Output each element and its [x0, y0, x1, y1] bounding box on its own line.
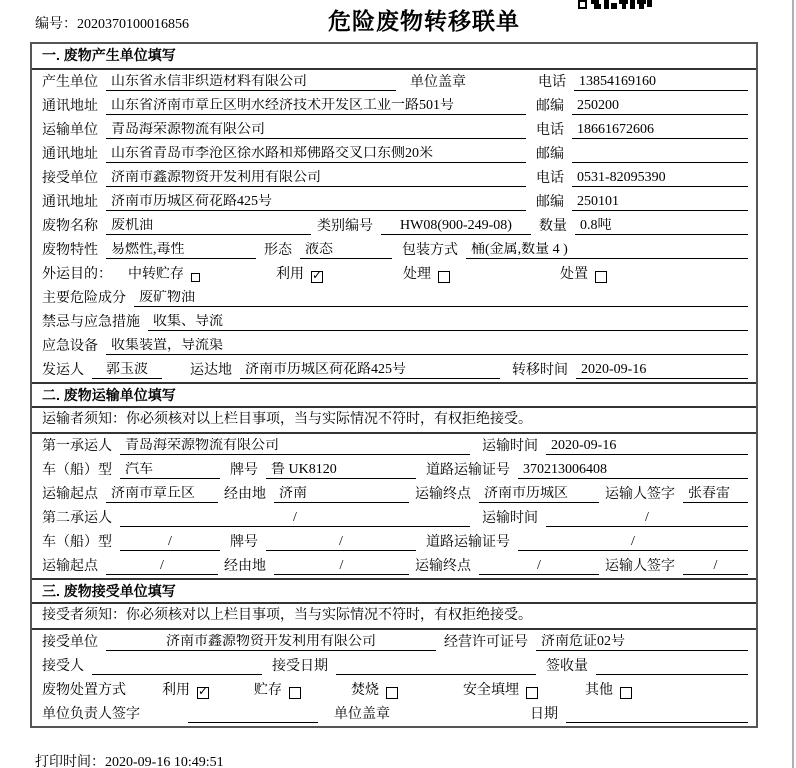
route2-row [32, 554, 756, 578]
producer-row [32, 70, 756, 94]
vehicle1-plate-label: 牌号 [230, 463, 258, 478]
carrier1-time-label: 运输时间 [482, 439, 538, 454]
disposal-option-other-label: 其他 [585, 683, 613, 698]
receiver-address-label: 通讯地址 [42, 195, 98, 210]
purpose-option-dispose-label: 处置 [560, 267, 588, 282]
page-right-edge [792, 0, 794, 768]
purpose-option-transfer-storage-label: 中转贮存 [128, 267, 184, 282]
hazard-row [32, 286, 756, 310]
serial-number-line [35, 13, 189, 33]
carrier2-label: 第二承运人 [42, 511, 112, 526]
carrier1-value: 青岛海荣源物流有限公司 [120, 438, 470, 455]
route1-via-label: 经由地 [224, 487, 266, 502]
shipper-row [32, 358, 756, 382]
receiver-zip-label: 邮编 [536, 195, 564, 210]
route2-start-label: 运输起点 [42, 559, 98, 574]
route1-sign-label: 运输人签字 [605, 487, 675, 502]
route2-sign-label: 运输人签字 [605, 559, 675, 574]
vehicle2-permit-label: 道路运输证号 [426, 535, 510, 550]
shipper-time-label: 转移时间 [512, 363, 568, 378]
route2-sign-value: / [683, 558, 748, 575]
shipper-dest-value: 济南市历城区荷花路425号 [240, 362, 500, 379]
receiver-address-value: 济南市历城区荷花路425号 [106, 194, 526, 211]
section3-header: 三. 废物接受单位填写 [32, 578, 756, 604]
receiver-phone-value: 0531-82095390 [572, 170, 748, 187]
waste-props-row [32, 238, 756, 262]
waste-props-value: 易燃性,毒性 [106, 242, 256, 259]
waste-qty-label: 数量 [539, 219, 567, 234]
route2-start-value: / [106, 558, 218, 575]
accept-person-label: 接受人 [42, 659, 84, 674]
waste-name-row [32, 214, 756, 238]
hazard-label: 主要危险成分 [42, 291, 126, 306]
vehicle2-row [32, 530, 756, 554]
producer-address-row [32, 94, 756, 118]
emergency-value: 收集、导流 [148, 314, 748, 331]
shipper-value: 郭玉波 [92, 362, 162, 379]
transporter-address-value: 山东省青岛市李沧区徐水路和郑佛路交叉口东侧20米 [106, 146, 526, 163]
transporter-label: 运输单位 [42, 123, 98, 138]
purpose-checkbox-utilize [311, 271, 323, 283]
disposal-option-landfill-label: 安全填埋 [463, 683, 519, 698]
carrier1-time-value: 2020-09-16 [546, 438, 748, 455]
receiver-zip-value: 250101 [572, 194, 748, 211]
purpose-option-treat-label: 处理 [403, 267, 431, 282]
purpose-option-utilize [276, 267, 323, 283]
accept-unit-value: 济南市鑫源物资开发利用有限公司 [106, 634, 436, 651]
producer-value: 山东省永信非织造材料有限公司 [106, 74, 396, 91]
accept-date-label: 接受日期 [272, 659, 328, 674]
vehicle1-permit-value: 370213006408 [518, 462, 748, 479]
purpose-option-utilize-label: 利用 [276, 267, 304, 282]
manifest-form [30, 42, 758, 728]
purpose-label: 外运目的： [42, 267, 112, 282]
unit-seal-label: 单位盖章 [334, 707, 390, 722]
vehicle2-value: / [120, 534, 220, 551]
route1-sign-value: 张春雷 [683, 486, 748, 503]
accept-unit-row [32, 630, 756, 654]
receiver-address-row [32, 190, 756, 214]
route1-via-value: 济南 [274, 486, 409, 503]
route1-end-label: 运输终点 [415, 487, 471, 502]
transporter-zip-value [572, 162, 748, 163]
equipment-label: 应急设备 [42, 339, 98, 354]
purpose-option-treat [403, 267, 450, 283]
vehicle2-plate-label: 牌号 [230, 535, 258, 550]
producer-address-label: 通讯地址 [42, 99, 98, 114]
route2-via-label: 经由地 [224, 559, 266, 574]
equipment-value: 收集装置，导流渠 [106, 338, 748, 355]
disposal-checkbox-storage [289, 687, 301, 699]
emergency-row [32, 310, 756, 334]
waste-name-value: 废机油 [106, 218, 311, 235]
disposal-option-utilize-label: 利用 [162, 683, 190, 698]
vehicle1-permit-label: 道路运输证号 [426, 463, 510, 478]
disposal-checkbox-other [620, 687, 632, 699]
equipment-row [32, 334, 756, 358]
route2-end-label: 运输终点 [415, 559, 471, 574]
receiver-phone-label: 电话 [536, 171, 564, 186]
carrier1-row [32, 434, 756, 458]
route1-end-value: 济南市历城区 [479, 486, 599, 503]
transporter-address-row [32, 142, 756, 166]
waste-form-value: 液态 [300, 242, 392, 259]
vehicle1-label: 车（船）型 [42, 463, 112, 478]
producer-zip-label: 邮编 [536, 99, 564, 114]
purpose-checkbox-treat [438, 271, 450, 283]
route2-end-value: / [479, 558, 599, 575]
transporter-row [32, 118, 756, 142]
responsible-sign-label: 单位负责人签字 [42, 707, 140, 722]
disposal-option-incinerate [351, 683, 398, 699]
carrier2-time-label: 运输时间 [482, 511, 538, 526]
route2-via-value: / [274, 558, 409, 575]
sign-date-value [566, 722, 748, 723]
print-time-line [35, 751, 224, 768]
disposal-option-other [585, 683, 632, 699]
waste-props-label: 废物特性 [42, 243, 98, 258]
waste-pack-label: 包装方式 [402, 243, 458, 258]
vehicle2-label: 车（船）型 [42, 535, 112, 550]
sign-date-label: 日期 [530, 707, 558, 722]
vehicle2-permit-value: / [518, 534, 748, 551]
carrier2-value: / [120, 510, 470, 527]
transporter-value: 青岛海荣源物流有限公司 [106, 122, 526, 139]
producer-phone-label: 电话 [538, 75, 566, 90]
accept-date-value [336, 674, 536, 675]
waste-code-value: HW08(900-249-08) [381, 218, 531, 235]
purpose-checkbox-dispose [595, 271, 607, 283]
producer-address-value: 山东省济南市章丘区明水经济技术开发区工业一路501号 [106, 98, 526, 115]
producer-zip-value: 250200 [572, 98, 748, 115]
license-label: 经营许可证号 [444, 635, 528, 650]
carrier2-row [32, 506, 756, 530]
accept-unit-label: 接受单位 [42, 635, 98, 650]
disposal-label: 废物处置方式 [42, 683, 126, 698]
disposal-option-incinerate-label: 焚烧 [351, 683, 379, 698]
purpose-row [32, 262, 756, 286]
transporter-phone-value: 18661672606 [572, 122, 748, 139]
route1-start-value: 济南市章丘区 [106, 486, 218, 503]
transporter-address-label: 通讯地址 [42, 147, 98, 162]
vehicle1-value: 汽车 [120, 462, 220, 479]
emergency-label: 禁忌与应急措施 [42, 315, 140, 330]
section1-header: 一. 废物产生单位填写 [32, 44, 756, 70]
purpose-checkbox-transfer-storage [191, 273, 200, 282]
transporter-zip-label: 邮编 [536, 147, 564, 162]
license-value: 济南危证02号 [536, 634, 748, 651]
page-title: 危险废物转移联单 [328, 8, 520, 34]
responsible-sign-row [32, 702, 756, 726]
vehicle1-plate-value: 鲁 UK8120 [266, 462, 416, 479]
disposal-option-storage-label: 贮存 [254, 683, 282, 698]
print-time-value: 2020-09-16 10:49:51 [105, 755, 224, 768]
accept-qty-value [596, 674, 748, 675]
waste-qty-value: 0.8吨 [575, 218, 748, 235]
qr-code-fragment [578, 0, 652, 10]
vehicle1-row [32, 458, 756, 482]
section2-notice: 运输者须知：你必须核对以上栏目事项，当与实际情况不符时，有权拒绝接受。 [32, 408, 756, 434]
receiver-label: 接受单位 [42, 171, 98, 186]
receiver-value: 济南市鑫源物资开发利用有限公司 [106, 170, 526, 187]
disposal-checkbox-incinerate [386, 687, 398, 699]
seal-label: 单位盖章 [410, 75, 466, 90]
shipper-dest-label: 运达地 [190, 363, 232, 378]
carrier2-time-value: / [546, 510, 748, 527]
carrier1-label: 第一承运人 [42, 439, 112, 454]
disposal-option-utilize [162, 683, 209, 699]
print-time-label: 打印时间： [35, 755, 105, 768]
disposal-option-storage [254, 683, 301, 699]
waste-pack-value: 桶(金属,数量 4 ) [466, 242, 748, 259]
route1-row [32, 482, 756, 506]
producer-label: 产生单位 [42, 75, 98, 90]
serial-label: 编号： [35, 17, 77, 32]
purpose-option-transfer-storage [128, 267, 200, 283]
serial-number: 2020370100016856 [77, 17, 189, 32]
hazard-value: 废矿物油 [134, 290, 748, 307]
section2-header: 二. 废物运输单位填写 [32, 382, 756, 408]
responsible-sign-value [188, 722, 318, 723]
transporter-phone-label: 电话 [536, 123, 564, 138]
disposal-checkbox-utilize [197, 687, 209, 699]
disposal-row [32, 678, 756, 702]
shipper-time-value: 2020-09-16 [576, 362, 748, 379]
accept-person-value [92, 674, 262, 675]
disposal-checkbox-landfill [526, 687, 538, 699]
vehicle2-plate-value: / [266, 534, 416, 551]
waste-name-label: 废物名称 [42, 219, 98, 234]
producer-phone-value: 13854169160 [574, 74, 748, 91]
purpose-option-dispose [560, 267, 607, 283]
receiver-row [32, 166, 756, 190]
accept-qty-label: 签收量 [546, 659, 588, 674]
shipper-label: 发运人 [42, 363, 84, 378]
route1-start-label: 运输起点 [42, 487, 98, 502]
waste-code-label: 类别编号 [317, 219, 373, 234]
disposal-option-landfill [463, 683, 538, 699]
section3-notice: 接受者须知：你必须核对以上栏目事项，当与实际情况不符时，有权拒绝接受。 [32, 604, 756, 630]
waste-form-label: 形态 [264, 243, 292, 258]
accept-person-row [32, 654, 756, 678]
